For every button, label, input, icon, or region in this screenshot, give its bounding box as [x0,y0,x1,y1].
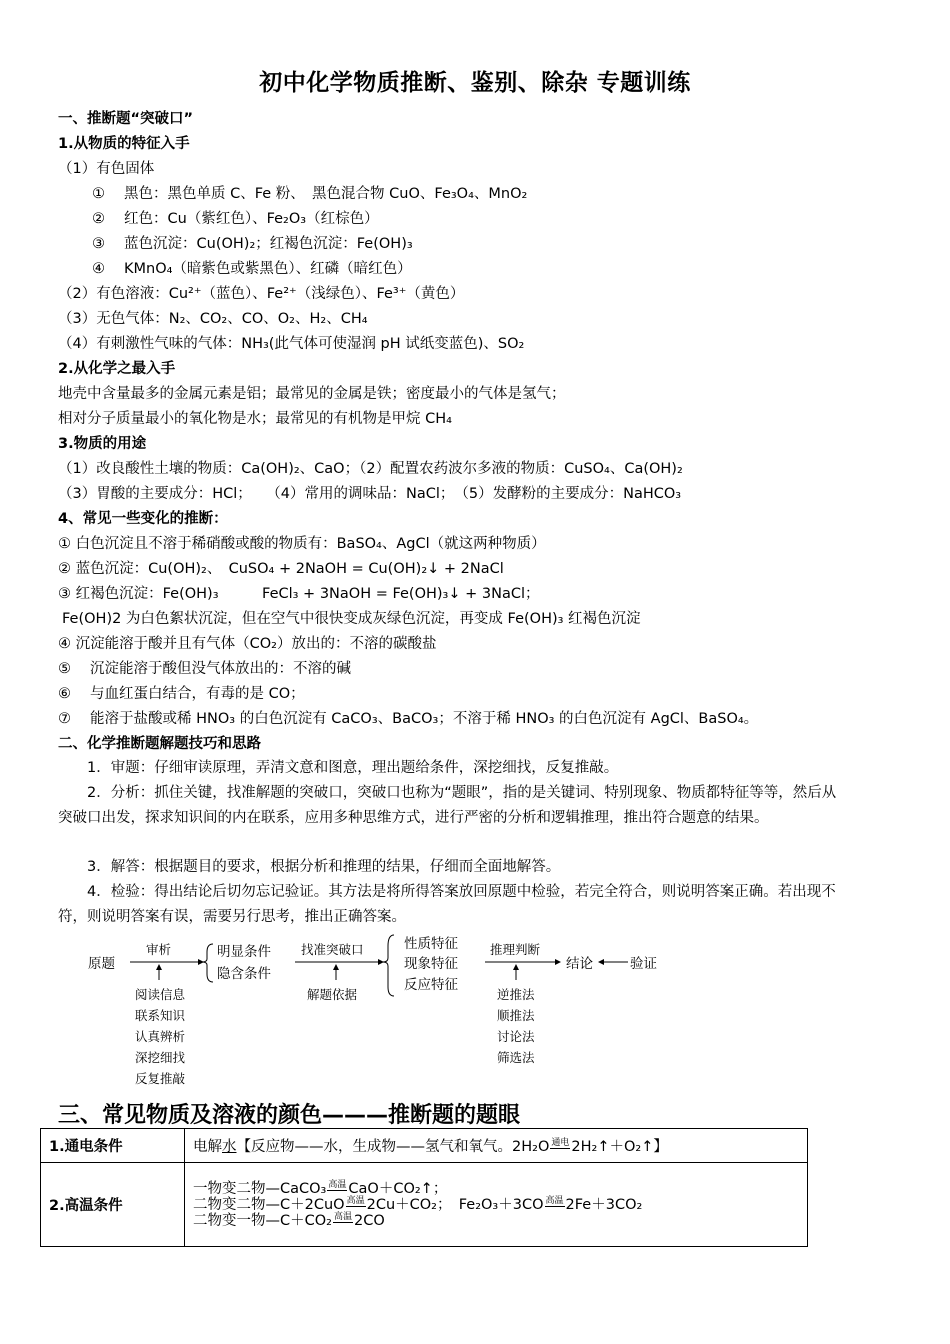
colored-precipitates: 蓝色沉淀：Cu(OH)₂；红褐色沉淀：Fe(OH)₃ [124,236,413,252]
superlatives-line2: 相对分子质量最小的氧化物是水；最常见的有机物是甲烷 CH₄ [58,411,452,427]
table-row [41,1129,808,1163]
technique-verify: 4．检验：得出结论后切勿忘记验证。其方法是将所得答案放回原题中检验，若完全符合，则说明答案正确。若出现不符，则说明答案有误，需要另行思考，推出正确答案。 [58,884,836,925]
row-key-electrolysis: 1.通电条件 [41,1129,185,1163]
flow-phenomenon-feature: 现象特征 [404,956,458,972]
text-segment: 电解 [193,1139,222,1155]
flow-left-item: 认真辨析 [135,1029,186,1044]
change-item: ② 蓝色沉淀：Cu(OH)₂、 CuSO₄ + 2NaOH = Cu(OH)₂↓ + 2NaCl [58,561,504,577]
superlatives-line1: 地壳中含量最多的金属元素是铝；最常见的金属是铁；密度最小的气体是氢气； [58,386,566,402]
section1-heading: 一、推断题“突破口” [58,111,194,127]
change-item: 与血红蛋白结合，有毒的是 CO； [90,686,305,702]
uses-line1: （1）改良酸性土壤的物质：Ca(OH)₂、CaO；（2）配置农药波尔多液的物质：CuSO₄、Ca(OH)₂ [58,461,683,477]
item-num: ① [92,186,105,202]
flow-hidden-conditions: 隐含条件 [217,966,271,982]
text-segment: 二物变二物—C＋2CuO [193,1196,345,1213]
flow-property-feature: 性质特征 [404,936,458,952]
change-item: ③ 红褐色沉淀：Fe(OH)₃ FeCl₃ + 3NaOH = Fe(OH)₃↓ + 3NaCl； [58,586,540,602]
technique-review: 1．审题：仔细审读原理，弄清文意和图意，理出题给条件，深挖细找，反复推敲。 [87,760,619,776]
pungent-gases: （4）有刺激性气味的气体：NH₃(此气体可使湿润 pH 试纸变蓝色)、SO₂ [58,336,525,352]
colored-solutions: （2）有色溶液：Cu²⁺（蓝色）、Fe²⁺（浅绿色）、Fe³⁺（黄色） [58,286,465,302]
flow-original-question: 原题 [88,956,115,972]
change-item: 沉淀能溶于酸但没气体放出的：不溶的碱 [90,661,351,677]
item-num: ④ [92,261,105,277]
flow-left-item: 阅读信息 [135,987,186,1002]
condition-label: 高温 [346,1195,365,1206]
solving-flow-diagram [80,932,680,1092]
text-segment: 【反应物——水，生成物——氢气和氧气。2H₂O [236,1139,550,1155]
page-title: 初中化学物质推断、鉴别、除杂 专题训练 [259,70,691,96]
flow-conclusion: 结论 [566,956,593,972]
item-num: ⑤ [58,661,71,677]
text-segment: 一物变二物—CaCO₃ [193,1180,327,1197]
sub-heading-superlatives: 2.从化学之最入手 [58,361,176,377]
section3-heading: 三、常见物质及溶液的颜色———推断题的题眼 [58,1103,521,1128]
flow-review-label: 审析 [146,942,172,957]
text-segment: 2Fe＋3CO₂ [565,1196,643,1213]
flow-reasoning-label: 推理判断 [490,942,541,957]
sub-heading-features: 1.从物质的特征入手 [58,136,190,152]
table-row [41,1163,808,1247]
flow-left-item: 联系知识 [135,1008,186,1023]
technique-analysis: 2．分析：抓住关键，找准解题的突破口，突破口也称为“题眼”，指的是关键词、特别现象、物质都特征等等，然后从突破口出发，探求知识间的内在联系，应用多种思维方式，进行严密的分析和逻辑推理，推出符合题意的结果。 [58,785,837,826]
sub-heading-changes: 4、常见一些变化的推断： [58,511,228,527]
red-solids: 红色：Cu（紫红色）、Fe₂O₃（红棕色） [124,211,379,227]
flow-basis: 解题依据 [307,987,358,1002]
item-num: ② [92,211,105,227]
flow-explicit-conditions: 明显条件 [217,944,271,960]
flow-method: 讨论法 [497,1029,535,1044]
text-segment: 二物变一物—C＋CO₂ [193,1212,332,1229]
section2-heading: 二、化学推断题解题技巧和思路 [58,736,261,752]
flow-method: 顺推法 [497,1008,535,1023]
condition-label: 高温 [333,1211,352,1222]
colorless-gases: （3）无色气体：N₂、CO₂、CO、O₂、H₂、CH₄ [58,311,368,327]
row-value-high-temp [185,1163,808,1247]
uses-line2: （3）胃酸的主要成分：HCl； （4）常用的调味品：NaCl； （5）发酵粉的主要成分：NaHCO₃ [58,486,682,502]
black-solids: 黑色：黑色单质 C、Fe 粉、 黑色混合物 CuO、Fe₃O₄、MnO₂ [124,186,528,202]
text-segment: 2H₂↑＋O₂↑】 [571,1139,668,1155]
equation-line [193,1213,799,1229]
flow-verification: 验证 [630,956,657,972]
condition-label: 高温 [328,1179,347,1190]
flow-left-item: 深挖细找 [135,1050,186,1065]
conditions-table [40,1128,808,1247]
flow-method: 筛选法 [497,1050,535,1065]
flow-find-breakthrough: 找准突破口 [301,942,364,957]
change-item: ① 白色沉淀且不溶于稀硝酸或酸的物质有：BaSO₄、AgCl（就这两种物质） [58,536,546,552]
item-num: ③ [92,236,105,252]
item-num: ⑦ [58,711,71,727]
text-segment: 水 [222,1139,237,1155]
equation-line [193,1197,799,1213]
text-segment: 2CO [354,1212,385,1229]
flow-left-item: 反复推敲 [135,1071,186,1086]
change-item-note: Fe(OH)2 为白色絮状沉淀，但在空气中很快变成灰绿色沉淀，再变成 Fe(OH)₃ 红褐色沉淀 [62,611,641,627]
sub-heading-uses: 3.物质的用途 [58,436,147,452]
condition-label: 通电 [551,1138,570,1148]
flow-method: 逆推法 [497,987,535,1002]
purple-red-solids: KMnO₄（暗紫色或紫黑色）、红磷（暗红色） [124,261,412,277]
change-item: ④ 沉淀能溶于酸并且有气体（CO₂）放出的：不溶的碳酸盐 [58,636,437,652]
row-key-high-temp: 2.高温条件 [41,1163,185,1247]
equation-line [193,1181,799,1197]
item-num: ⑥ [58,686,71,702]
technique-answer: 3．解答：根据题目的要求，根据分析和推理的结果，仔细而全面地解答。 [87,859,561,875]
text-segment: 2Cu＋CO₂； Fe₂O₃＋3CO [366,1196,544,1213]
text-segment: CaO＋CO₂↑； [348,1180,448,1197]
flow-reaction-feature: 反应特征 [404,977,458,993]
row-value-electrolysis [185,1129,808,1163]
change-item: 能溶于盐酸或稀 HNO₃ 的白色沉淀有 CaCO₃、BaCO₃；不溶于稀 HNO₃ 的白色沉淀有 AgCl、BaSO₄。 [90,711,759,727]
colored-solid-label: （1）有色固体 [58,161,155,177]
condition-label: 高温 [545,1195,564,1206]
